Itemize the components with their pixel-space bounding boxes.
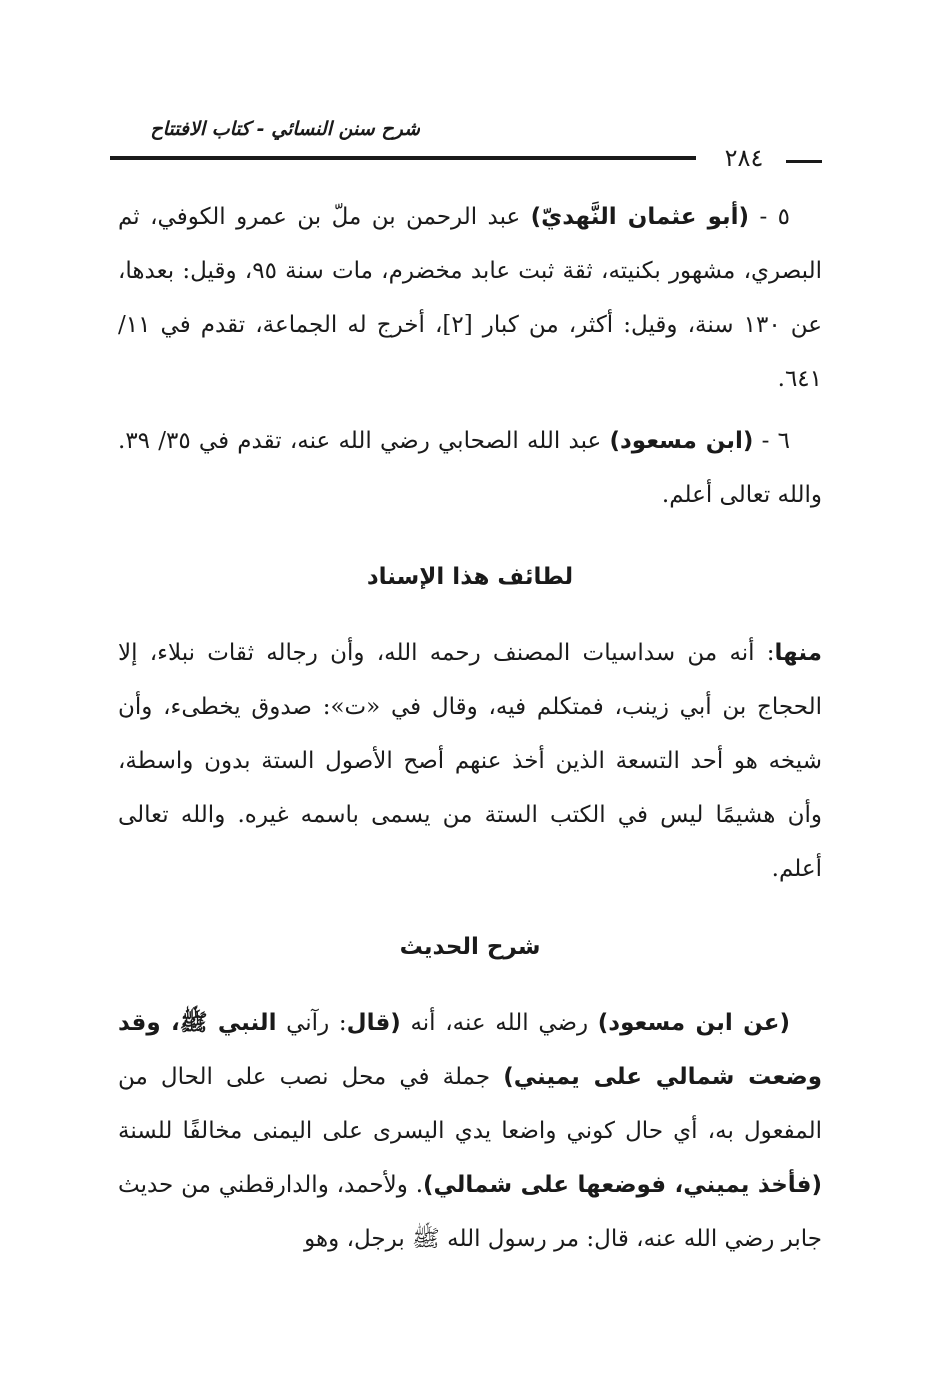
section-heading-isnad: لطائف هذا الإسناد <box>366 564 574 590</box>
header-rule <box>110 156 696 160</box>
page-number-rule <box>786 160 822 163</box>
isnad-notes-paragraph <box>118 626 822 896</box>
narrator-bio: عبد الرحمن بن ملّ بن عمرو الكوفي، ثم البصري، مشهور بكنيته، ثقة ثبت عابد مخضرم، مات سنة ٩٥، وقيل: بعدها، عن ١٣٠ سنة، وقيل: أكثر، من كبار [٢]، أخرج له الجماعة، تقدم في ١١/ ٦٤١. <box>118 204 823 392</box>
commentary-text: . ولأحمد، والدارقطني من حديث جابر رضي الله عنه، قال: مر رسول الله ﷺ برجل، وهو <box>118 1172 822 1252</box>
section-heading-sharh: شرح الحديث <box>399 934 541 960</box>
entry-number: ٦ - <box>753 428 790 454</box>
commentary-text: رضي الله عنه، أنه <box>400 1010 598 1036</box>
narrator-name: (أبو عثمان النَّهديّ) <box>530 204 750 230</box>
isnad-notes-text: : أنه من سداسيات المصنف رحمه الله، وأن رجاله ثقات نبلاء، إلا الحجاج بن أبي زينب، فمتكلم فيه، وقال في «ت»: صدوق يخطىء، وأن شيخه هو أحد التسعة الذين أخذ عنهم أصح الأصول الستة بدون واسطة، وأن هشيمًا ليس في الكتب الستة من يسمى باسمه غيره. والله تعالى أعلم. <box>118 640 822 882</box>
page-number: ٢٨٤ <box>724 144 764 172</box>
narrator-entry-6 <box>118 414 822 522</box>
narrator-entry-5 <box>118 190 822 406</box>
hadith-commentary-paragraph <box>118 996 822 1266</box>
lead-word: منها <box>774 640 822 666</box>
quote-fragment: (فأخذ يميني، فوضعها على شمالي) <box>423 1172 822 1198</box>
quote-fragment: النبي ﷺ، وقد وضعت شمالي على يميني) <box>118 1010 823 1090</box>
commentary-text: جملة في محل نصب على الحال من المفعول به، أي حال كوني واضعا يدي اليسرى على اليمنى مخالفًا للسنة <box>118 1064 822 1144</box>
entry-number: ٥ - <box>749 204 790 230</box>
quote-fragment: (قال <box>346 1010 401 1036</box>
narrator-bio: عبد الله الصحابي رضي الله عنه، تقدم في ٣٥/ ٣٩. والله تعالى أعلم. <box>118 428 822 508</box>
commentary-text: : رآني <box>276 1010 347 1036</box>
page-body <box>118 190 822 1274</box>
quote-fragment: (عن ابن مسعود) <box>597 1010 791 1036</box>
running-title: شرح سنن النسائي - كتاب الافتتاح <box>150 118 420 140</box>
narrator-name: (ابن مسعود) <box>609 428 754 454</box>
